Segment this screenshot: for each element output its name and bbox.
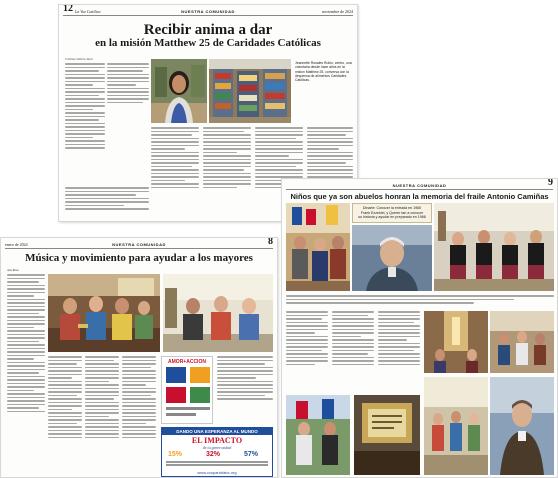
memorial-plaque-photo xyxy=(354,395,420,475)
ad-url: www.ccspartofabc.org xyxy=(197,470,237,475)
church-interior-photo xyxy=(424,311,488,373)
page-date: noviembre de 2024 xyxy=(322,9,353,14)
text-column-5 xyxy=(217,356,273,424)
text-column-2 xyxy=(107,63,149,123)
caption-strip xyxy=(286,295,554,307)
text-column-7 xyxy=(65,187,149,219)
pantry-shelves-photo xyxy=(209,59,291,123)
impacto-ad xyxy=(161,427,273,477)
publication-name: La Voz Católica xyxy=(75,9,101,14)
headline: Niños que ya son abuelos honran la memoria del fraile Antonio Camiñas xyxy=(290,192,549,201)
ad-banner-subtitle: de tu generosidad xyxy=(202,445,232,450)
text-column-1 xyxy=(65,63,105,183)
page-number: 9 xyxy=(548,178,553,188)
headline: Música y movimiento para ayudar a los mayores xyxy=(25,252,253,264)
text-column-3 xyxy=(378,311,420,391)
amor-accion-ad xyxy=(161,356,213,424)
bagpipers-procession-photo xyxy=(434,203,554,291)
section-title: NUESTRA COMUNIDAD xyxy=(112,242,166,247)
text-column-1 xyxy=(286,311,328,391)
ad-title: AMOR+ACCION xyxy=(168,359,206,365)
ad-stat-3: 57% xyxy=(244,451,259,458)
page-date: enero de 2024 xyxy=(5,242,28,247)
text-column-1 xyxy=(7,274,45,474)
newspaper-page-9 xyxy=(281,178,558,478)
section-title: NUESTRA COMUNIDAD xyxy=(392,183,447,188)
page-number: 12 xyxy=(63,4,73,14)
ad-graphic xyxy=(166,367,210,419)
page-header xyxy=(286,178,553,190)
byline: Ana Rosa xyxy=(7,268,19,272)
ad-stat-1: 15% xyxy=(168,451,183,458)
pull-quote-line-1: Dinarte: Conocer la entrada en 1965 xyxy=(362,206,422,210)
ad-banner-top: DANDO UNA ESPERANZA AL MUNDO xyxy=(162,428,272,435)
priest-portrait-photo xyxy=(490,377,554,475)
volunteer-photo xyxy=(151,59,207,123)
elderly-man-portrait-photo xyxy=(352,225,432,291)
flag-bearers-photo xyxy=(286,395,350,475)
pull-quote-line-2: Frank Ezzekiel, y Querer tan a conocer xyxy=(360,210,424,215)
text-column-4 xyxy=(203,127,251,217)
ad-stat-2: 32% xyxy=(206,451,221,458)
text-column-3 xyxy=(151,127,199,217)
pull-quote xyxy=(352,203,432,223)
seniors-music-photo xyxy=(48,274,160,352)
seniors-dance-photo xyxy=(163,274,273,352)
headline-main: Recibir anima a dar xyxy=(143,22,273,38)
page-header xyxy=(63,4,353,16)
page-number: 8 xyxy=(268,237,273,247)
text-column-3 xyxy=(85,356,119,476)
page-header xyxy=(5,237,273,249)
text-column-4 xyxy=(122,356,156,476)
newspaper-page-8 xyxy=(0,237,278,478)
text-column-2 xyxy=(48,356,82,476)
headline-sub: en la misión Matthew 25 de Caridades Católicas xyxy=(95,37,321,49)
photo-caption: Jeannette Rosales Rubio, centro, una voluntaria desde hace años en la misión Matthew 25, conversa con la despensa de alimentos Caridades Católicas. xyxy=(295,61,352,82)
section-title: NUESTRA COMUNIDAD xyxy=(181,9,235,14)
children-group-photo xyxy=(424,377,488,475)
pull-quote-line-3: su historia y ayudar en preparado en 1966 xyxy=(358,215,426,220)
ad-banner-title: EL IMPACTO xyxy=(191,436,243,445)
group-gathering-photo xyxy=(490,311,554,373)
byline: Cristina Cabrera Jarro xyxy=(65,57,93,61)
text-column-2 xyxy=(332,311,374,391)
crowd-flags-photo xyxy=(286,203,350,291)
